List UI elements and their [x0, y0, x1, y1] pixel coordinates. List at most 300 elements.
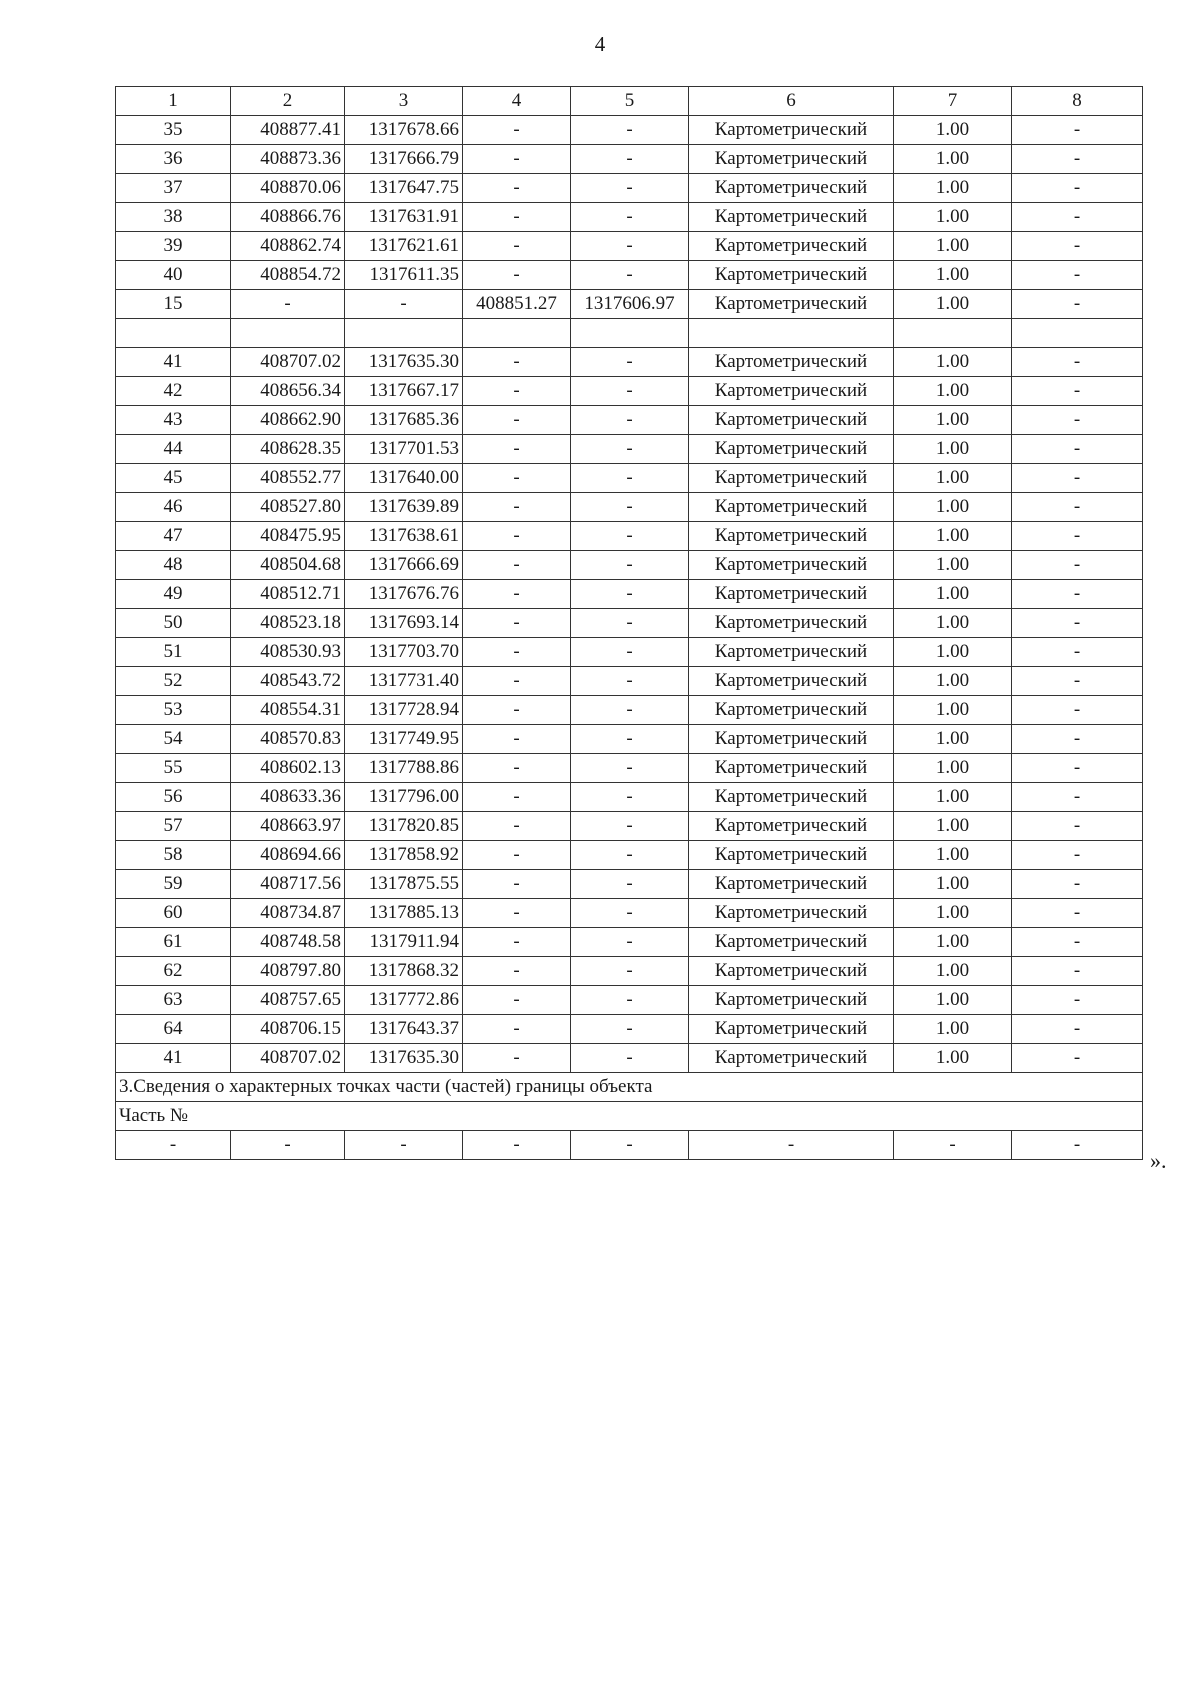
table-cell: Картометрический — [689, 580, 894, 609]
table-row — [116, 754, 1143, 783]
table-cell: Картометрический — [689, 522, 894, 551]
separator-row — [116, 319, 1143, 348]
empty-cell — [571, 319, 689, 348]
table-cell: 38 — [116, 203, 231, 232]
table-cell: - — [463, 1044, 571, 1073]
table-cell: - — [1012, 957, 1143, 986]
table-row — [116, 580, 1143, 609]
table-cell: - — [463, 145, 571, 174]
table-cell: - — [1012, 435, 1143, 464]
empty-cell — [1012, 319, 1143, 348]
table-cell: 41 — [116, 348, 231, 377]
table-cell: - — [463, 667, 571, 696]
table-cell: 408527.80 — [231, 493, 345, 522]
table-cell: 408870.06 — [231, 174, 345, 203]
table-cell: Картометрический — [689, 377, 894, 406]
table-cell: 1.00 — [894, 406, 1012, 435]
table-cell: 41 — [116, 1044, 231, 1073]
table-row — [116, 493, 1143, 522]
table-cell: 64 — [116, 1015, 231, 1044]
table-cell: Картометрический — [689, 609, 894, 638]
table-row — [116, 696, 1143, 725]
table-cell: 1.00 — [894, 870, 1012, 899]
table-cell: - — [1012, 377, 1143, 406]
table-cell: 15 — [116, 290, 231, 319]
table-cell: - — [463, 1015, 571, 1044]
table-cell: Картометрический — [689, 754, 894, 783]
table-cell: - — [1012, 667, 1143, 696]
table-cell: 1317611.35 — [345, 261, 463, 290]
table-row — [116, 1044, 1143, 1073]
table-cell: 52 — [116, 667, 231, 696]
table-cell: 1317606.97 — [571, 290, 689, 319]
table-cell: - — [571, 435, 689, 464]
table-cell: - — [1012, 580, 1143, 609]
table-cell: 39 — [116, 232, 231, 261]
empty-cell — [463, 319, 571, 348]
table-cell: 1.00 — [894, 348, 1012, 377]
table-cell: 408734.87 — [231, 899, 345, 928]
table-cell: 1317638.61 — [345, 522, 463, 551]
table-cell: - — [463, 696, 571, 725]
table-cell: 408707.02 — [231, 348, 345, 377]
table-cell: 61 — [116, 928, 231, 957]
table-cell: - — [571, 377, 689, 406]
table-cell: 1.00 — [894, 522, 1012, 551]
empty-cell — [894, 319, 1012, 348]
table-cell: 1.00 — [894, 841, 1012, 870]
table-cell: 2 — [231, 87, 345, 116]
table-cell: 35 — [116, 116, 231, 145]
table-cell: 408662.90 — [231, 406, 345, 435]
table-cell: Картометрический — [689, 1015, 894, 1044]
table-row — [116, 725, 1143, 754]
part-label: Часть № — [116, 1102, 1143, 1131]
table-cell: - — [571, 551, 689, 580]
table-cell: - — [571, 493, 689, 522]
table-cell: - — [463, 957, 571, 986]
table-cell: - — [463, 522, 571, 551]
table-cell: - — [1012, 203, 1143, 232]
table-cell: - — [231, 1131, 345, 1160]
table-cell: 1.00 — [894, 435, 1012, 464]
table-cell: Картометрический — [689, 870, 894, 899]
table-cell: - — [571, 696, 689, 725]
table-cell: - — [571, 116, 689, 145]
table-cell: 1.00 — [894, 696, 1012, 725]
table-cell: 8 — [1012, 87, 1143, 116]
table-cell: Картометрический — [689, 986, 894, 1015]
table-cell: - — [463, 841, 571, 870]
table-cell: 6 — [689, 87, 894, 116]
table-cell: - — [463, 174, 571, 203]
table-cell: 408797.80 — [231, 957, 345, 986]
table-cell: - — [1012, 725, 1143, 754]
table-cell: 1.00 — [894, 116, 1012, 145]
table-cell: Картометрический — [689, 203, 894, 232]
table-cell: 408877.41 — [231, 116, 345, 145]
table-cell: Картометрический — [689, 435, 894, 464]
table-cell: 1.00 — [894, 667, 1012, 696]
table-cell: 408866.76 — [231, 203, 345, 232]
table-cell: 1.00 — [894, 145, 1012, 174]
table-cell: 1.00 — [894, 754, 1012, 783]
table-cell: 1317639.89 — [345, 493, 463, 522]
table-cell: 1317796.00 — [345, 783, 463, 812]
table-cell: - — [571, 145, 689, 174]
table-cell: - — [571, 638, 689, 667]
table-cell: 58 — [116, 841, 231, 870]
table-cell: 1.00 — [894, 899, 1012, 928]
table-cell: - — [1012, 899, 1143, 928]
table-cell: 1317858.92 — [345, 841, 463, 870]
table-cell: - — [1012, 406, 1143, 435]
table-cell: - — [463, 232, 571, 261]
table-cell: - — [571, 986, 689, 1015]
table-cell: 1.00 — [894, 580, 1012, 609]
table-cell: 1317640.00 — [345, 464, 463, 493]
table-row — [116, 841, 1143, 870]
table-row — [116, 986, 1143, 1015]
table-cell: 1.00 — [894, 986, 1012, 1015]
table-cell: 1317631.91 — [345, 203, 463, 232]
table-cell: 1317875.55 — [345, 870, 463, 899]
table-row — [116, 348, 1143, 377]
table-cell: 408757.65 — [231, 986, 345, 1015]
table-row — [116, 203, 1143, 232]
table-cell: Картометрический — [689, 725, 894, 754]
table-row — [116, 261, 1143, 290]
table-cell: Картометрический — [689, 928, 894, 957]
table-row — [116, 377, 1143, 406]
page-number: 4 — [594, 32, 606, 56]
table-cell: - — [463, 754, 571, 783]
table-cell: Картометрический — [689, 696, 894, 725]
table-cell: - — [571, 174, 689, 203]
table-cell: - — [571, 899, 689, 928]
table-cell: 1.00 — [894, 812, 1012, 841]
table-cell: 1317643.37 — [345, 1015, 463, 1044]
table-cell: Картометрический — [689, 232, 894, 261]
empty-cell — [116, 319, 231, 348]
table-cell: Картометрический — [689, 841, 894, 870]
table-cell: 48 — [116, 551, 231, 580]
table-cell: - — [1012, 174, 1143, 203]
table-cell: - — [1012, 638, 1143, 667]
table-cell: 408570.83 — [231, 725, 345, 754]
table-cell: 3 — [345, 87, 463, 116]
table-cell: 1317685.36 — [345, 406, 463, 435]
table-cell: Картометрический — [689, 638, 894, 667]
table-cell: 46 — [116, 493, 231, 522]
table-cell: 1.00 — [894, 377, 1012, 406]
table-cell: 1.00 — [894, 725, 1012, 754]
table-cell: 36 — [116, 145, 231, 174]
table-cell: Картометрический — [689, 667, 894, 696]
table-cell: - — [1012, 232, 1143, 261]
table-cell: - — [345, 290, 463, 319]
table-cell: 1.00 — [894, 261, 1012, 290]
table-cell: 1317731.40 — [345, 667, 463, 696]
table-cell: - — [1012, 754, 1143, 783]
table-cell: 1.00 — [894, 1015, 1012, 1044]
table-row — [116, 551, 1143, 580]
empty-part-row — [116, 1131, 1143, 1160]
table-cell: Картометрический — [689, 348, 894, 377]
table-cell: 1.00 — [894, 928, 1012, 957]
table-cell: - — [571, 928, 689, 957]
table-cell: - — [1012, 986, 1143, 1015]
table-cell: - — [571, 406, 689, 435]
table-row — [116, 870, 1143, 899]
table-cell: - — [571, 812, 689, 841]
table-row — [116, 522, 1143, 551]
table-cell: - — [571, 957, 689, 986]
table-cell: - — [1012, 783, 1143, 812]
table-cell: 408554.31 — [231, 696, 345, 725]
table-cell: Картометрический — [689, 1044, 894, 1073]
table-cell: 50 — [116, 609, 231, 638]
table-cell: Картометрический — [689, 783, 894, 812]
table-cell: 408748.58 — [231, 928, 345, 957]
table-cell: 1317678.66 — [345, 116, 463, 145]
table-cell: 5 — [571, 87, 689, 116]
table-row — [116, 812, 1143, 841]
table-row — [116, 435, 1143, 464]
table-cell: - — [463, 551, 571, 580]
table-row — [116, 145, 1143, 174]
empty-cell — [345, 319, 463, 348]
table-row — [116, 1015, 1143, 1044]
table-cell: 53 — [116, 696, 231, 725]
table-row — [116, 638, 1143, 667]
table-cell: 1.00 — [894, 232, 1012, 261]
coordinates-table — [115, 86, 1143, 1160]
table-cell: 408633.36 — [231, 783, 345, 812]
table-cell: Картометрический — [689, 261, 894, 290]
table-cell: - — [463, 899, 571, 928]
table-cell: - — [463, 348, 571, 377]
table-cell: 42 — [116, 377, 231, 406]
table-cell: 1317788.86 — [345, 754, 463, 783]
part-label-row — [116, 1102, 1143, 1131]
table-cell: 60 — [116, 899, 231, 928]
table-cell: Картометрический — [689, 145, 894, 174]
table-cell: 56 — [116, 783, 231, 812]
table-cell: 62 — [116, 957, 231, 986]
table-cell: 45 — [116, 464, 231, 493]
table-cell: - — [463, 638, 571, 667]
table-cell: 408523.18 — [231, 609, 345, 638]
empty-cell — [689, 319, 894, 348]
table-cell: - — [571, 261, 689, 290]
table-cell: - — [1012, 696, 1143, 725]
table-row — [116, 290, 1143, 319]
table-cell: 1.00 — [894, 174, 1012, 203]
table-cell: 1.00 — [894, 609, 1012, 638]
table-cell: - — [571, 754, 689, 783]
table-cell: - — [1012, 841, 1143, 870]
table-cell: - — [571, 609, 689, 638]
table-cell: 1317885.13 — [345, 899, 463, 928]
table-cell: 1317666.69 — [345, 551, 463, 580]
table-cell: - — [463, 725, 571, 754]
table-cell: - — [571, 870, 689, 899]
section3-title: 3.Сведения о характерных точках части (частей) границы объекта — [116, 1073, 1143, 1102]
table-cell: 1317635.30 — [345, 348, 463, 377]
table-cell: - — [1012, 551, 1143, 580]
table-cell: 1317635.30 — [345, 1044, 463, 1073]
table-cell: - — [1012, 464, 1143, 493]
table-cell: - — [231, 290, 345, 319]
table-cell: 408873.36 — [231, 145, 345, 174]
table-cell: 1.00 — [894, 1044, 1012, 1073]
table-cell: - — [571, 522, 689, 551]
table-cell: 1.00 — [894, 290, 1012, 319]
table-row — [116, 232, 1143, 261]
table-cell: - — [571, 1015, 689, 1044]
table-cell: - — [463, 493, 571, 522]
table-cell: - — [1012, 928, 1143, 957]
table-cell: 408628.35 — [231, 435, 345, 464]
table-cell: - — [463, 464, 571, 493]
table-cell: 1317820.85 — [345, 812, 463, 841]
table-cell: 408854.72 — [231, 261, 345, 290]
table-cell: - — [463, 609, 571, 638]
table-cell: - — [1012, 348, 1143, 377]
table-cell: Картометрический — [689, 406, 894, 435]
table-cell: 1.00 — [894, 783, 1012, 812]
table-cell: 408706.15 — [231, 1015, 345, 1044]
table-cell: 37 — [116, 174, 231, 203]
table-cell: - — [571, 783, 689, 812]
table-cell: 1317911.94 — [345, 928, 463, 957]
table-cell: - — [1012, 522, 1143, 551]
table-cell: 55 — [116, 754, 231, 783]
table-cell: - — [463, 812, 571, 841]
table-cell: 408656.34 — [231, 377, 345, 406]
table-cell: 408851.27 — [463, 290, 571, 319]
table-row — [116, 928, 1143, 957]
table-cell: 1 — [116, 87, 231, 116]
table-cell: 1317701.53 — [345, 435, 463, 464]
table-cell: - — [894, 1131, 1012, 1160]
table-cell: - — [571, 1131, 689, 1160]
table-cell: 408475.95 — [231, 522, 345, 551]
table-cell: 408552.77 — [231, 464, 345, 493]
table-cell: 408663.97 — [231, 812, 345, 841]
table-cell: - — [571, 667, 689, 696]
table-cell: 1.00 — [894, 551, 1012, 580]
table-cell: - — [463, 580, 571, 609]
table-cell: 63 — [116, 986, 231, 1015]
table-cell: Картометрический — [689, 957, 894, 986]
table-cell: 1317772.86 — [345, 986, 463, 1015]
table-cell: - — [1012, 1131, 1143, 1160]
table-cell: - — [571, 348, 689, 377]
table-cell: 408504.68 — [231, 551, 345, 580]
table-cell: 40 — [116, 261, 231, 290]
table-cell: - — [463, 783, 571, 812]
table-cell: - — [463, 377, 571, 406]
table-cell: 408717.56 — [231, 870, 345, 899]
table-cell: - — [463, 406, 571, 435]
table-cell: - — [1012, 812, 1143, 841]
table-body — [116, 87, 1143, 1160]
table-cell: 1317676.76 — [345, 580, 463, 609]
table-cell: 1.00 — [894, 203, 1012, 232]
table-cell: 54 — [116, 725, 231, 754]
table-cell: Картометрический — [689, 899, 894, 928]
table-cell: - — [571, 1044, 689, 1073]
table-row — [116, 667, 1143, 696]
table-cell: 1317703.70 — [345, 638, 463, 667]
table-cell: 1317621.61 — [345, 232, 463, 261]
table-cell: - — [571, 580, 689, 609]
table-cell: 57 — [116, 812, 231, 841]
table-row — [116, 957, 1143, 986]
table-cell: 408694.66 — [231, 841, 345, 870]
closing-quote-mark: ». — [1150, 1148, 1167, 1173]
empty-cell — [231, 319, 345, 348]
table-cell: - — [463, 986, 571, 1015]
table-cell: - — [463, 116, 571, 145]
table-cell: - — [571, 232, 689, 261]
table-cell: Картометрический — [689, 116, 894, 145]
table-cell: - — [1012, 116, 1143, 145]
table-cell: - — [116, 1131, 231, 1160]
table-cell: Картометрический — [689, 551, 894, 580]
table-cell: Картометрический — [689, 174, 894, 203]
table-cell: - — [571, 464, 689, 493]
table-cell: Картометрический — [689, 493, 894, 522]
table-cell: 408530.93 — [231, 638, 345, 667]
table-cell: - — [463, 928, 571, 957]
table-cell: Картометрический — [689, 812, 894, 841]
table-cell: 408862.74 — [231, 232, 345, 261]
table-cell: 408543.72 — [231, 667, 345, 696]
table-cell: Картометрический — [689, 464, 894, 493]
table-cell: 1317868.32 — [345, 957, 463, 986]
table-cell: - — [1012, 1015, 1143, 1044]
table-cell: 1317693.14 — [345, 609, 463, 638]
table-row — [116, 899, 1143, 928]
table-cell: 7 — [894, 87, 1012, 116]
table-cell: - — [571, 725, 689, 754]
table-cell: - — [571, 841, 689, 870]
table-cell: - — [571, 203, 689, 232]
table-cell: - — [689, 1131, 894, 1160]
table-cell: 1317667.17 — [345, 377, 463, 406]
table-cell: 47 — [116, 522, 231, 551]
table-cell: 1317728.94 — [345, 696, 463, 725]
table-row — [116, 174, 1143, 203]
table-cell: 1.00 — [894, 638, 1012, 667]
table-cell: - — [1012, 870, 1143, 899]
table-cell: 44 — [116, 435, 231, 464]
table-cell: 1.00 — [894, 493, 1012, 522]
table-cell: - — [1012, 290, 1143, 319]
table-cell: 408602.13 — [231, 754, 345, 783]
table-cell: 1317666.79 — [345, 145, 463, 174]
table-cell: - — [1012, 609, 1143, 638]
table-cell: 59 — [116, 870, 231, 899]
table-row — [116, 116, 1143, 145]
table-cell: 4 — [463, 87, 571, 116]
table-cell: - — [463, 1131, 571, 1160]
table-cell: - — [1012, 493, 1143, 522]
table-cell: 408512.71 — [231, 580, 345, 609]
